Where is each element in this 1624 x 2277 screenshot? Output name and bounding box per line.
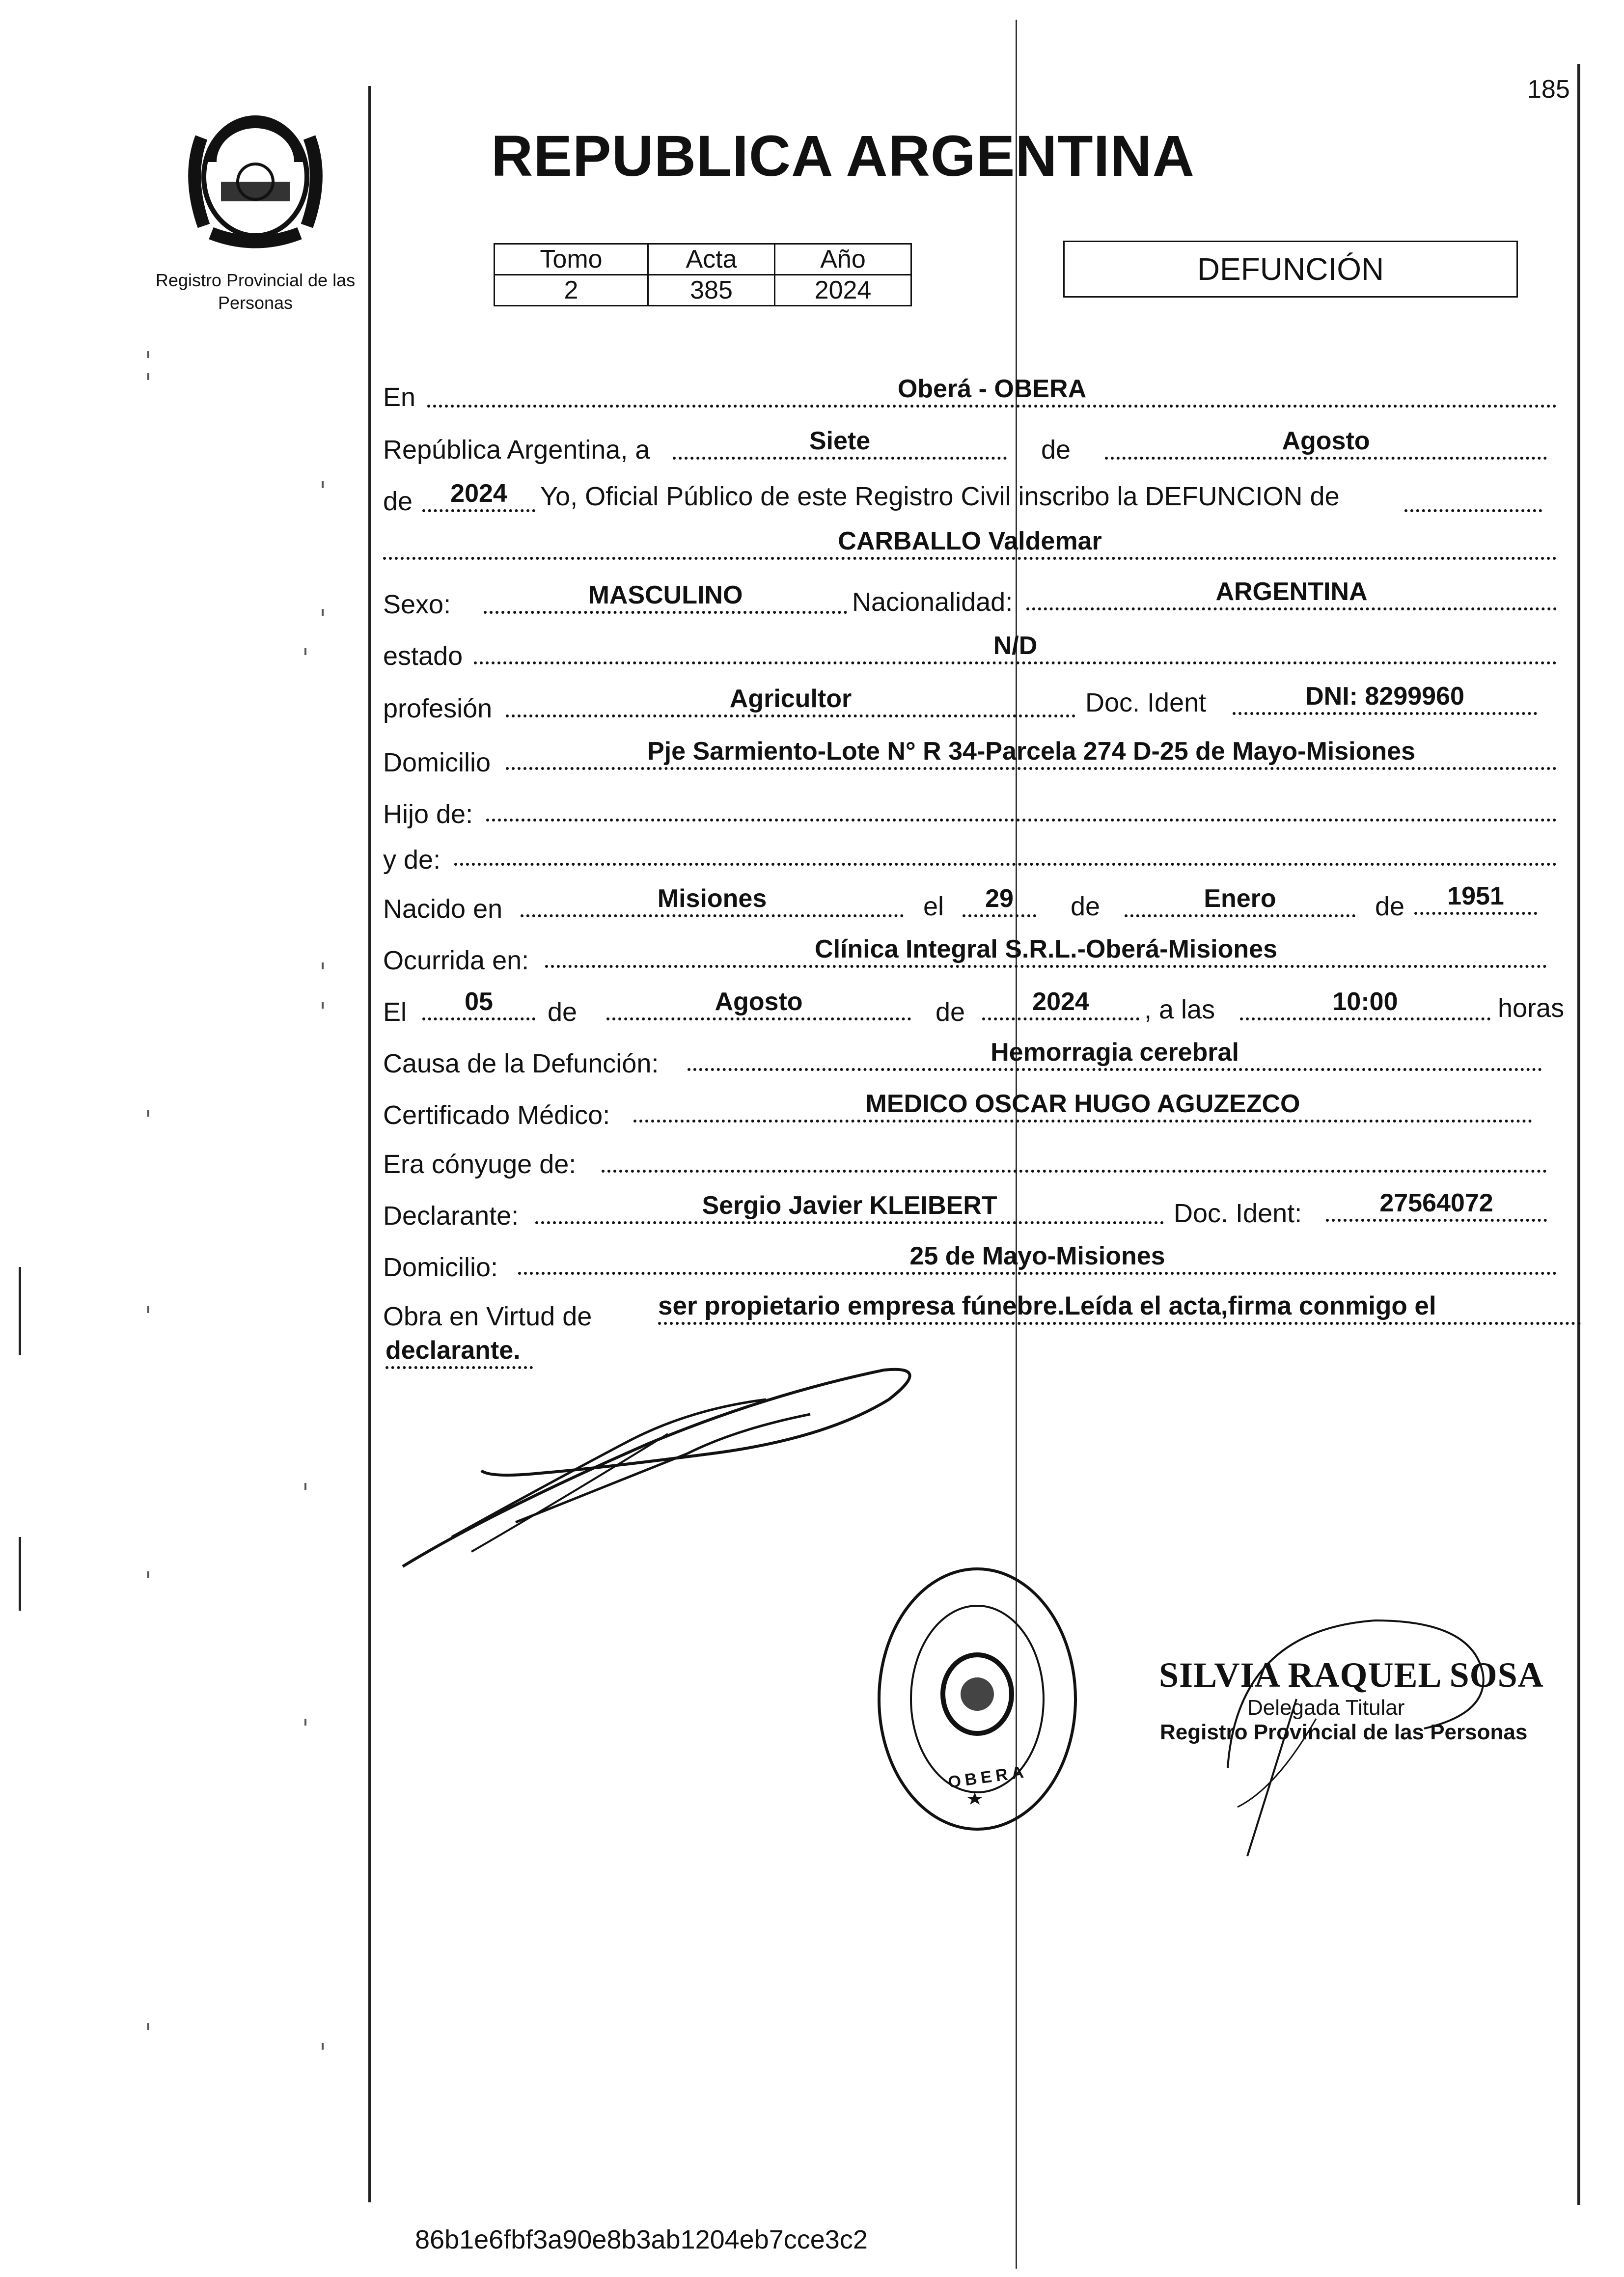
field-lugar: Oberá - OBERA [427,374,1557,408]
record-type: DEFUNCIÓN [1063,241,1518,298]
seal-city: OBERA [947,1762,1029,1792]
label-nacido-en: Nacido en [383,894,503,924]
label-obra: Obra en Virtud de [383,1302,592,1331]
label-en: En [383,383,416,412]
label-republica: República Argentina, a [383,435,650,465]
field-nacionalidad: ARGENTINA [1026,577,1557,610]
scan-speck [147,1306,149,1313]
scan-speck [322,481,324,488]
scan-speck [322,609,324,616]
official-block [1159,1655,1544,1745]
label-profesion: profesión [383,694,493,723]
label-domicilio: Domicilio [383,748,491,777]
label-conyuge: Era cónyuge de: [383,1150,577,1179]
official-seal [874,1562,1080,1837]
scan-speck [147,373,149,380]
field-doc-ident: DNI: 8299960 [1233,682,1537,715]
field-fallec-anio: 2024 [982,987,1139,1020]
field-domicilio: Pje Sarmiento-Lote N° R 34-Parcela 274 D-25 de Mayo-Misiones [506,737,1557,770]
official-seal-icon [874,1562,1080,1837]
label-domicilio2: Domicilio: [383,1253,498,1282]
edge-mark [19,1267,21,1355]
field-ocurrida-en: Clínica Integral S.R.L.-Oberá-Misiones [545,934,1547,968]
label-de-mes: de [548,997,578,1027]
label-de-anio-nac: de [1375,892,1405,921]
field-obra-2: declarante. [385,1336,533,1369]
scan-speck [322,2043,324,2050]
label-causa: Causa de la Defunción: [383,1049,659,1078]
coat-of-arms [182,103,329,260]
field-causa: Hemorragia cerebral [688,1038,1542,1071]
label-horas: horas [1498,993,1565,1023]
scan-speck [322,1002,324,1009]
field-declarante: Sergio Javier KLEIBERT [535,1191,1164,1224]
left-margin-line [368,86,371,2202]
value-tomo: 2 [495,275,648,306]
field-nombre: CARBALLO Valdemar [383,526,1557,560]
field-obra-1: ser propietario empresa fúnebre.Leída el acta,firma conmigo el [658,1291,1581,1325]
label-el: el [923,892,944,921]
declarant-signature [393,1355,933,1576]
field-mes: Agosto [1105,426,1547,460]
header-anio: Año [775,244,911,275]
label-ocurrida-en: Ocurrida en: [383,946,529,975]
field-fallec-hora: 10:00 [1240,987,1490,1020]
record-table [494,243,912,306]
field-anio: 2024 [422,479,535,512]
field-profesion: Agricultor [506,684,1075,717]
label-nacionalidad: Nacionalidad: [852,587,1013,617]
header-acta: Acta [648,244,775,275]
value-acta: 385 [648,275,775,306]
official-role: Delegada Titular [1247,1696,1405,1720]
label-de-mes-nac: de [1071,892,1101,921]
field-declarante-doc: 27564072 [1326,1188,1547,1222]
field-dia-letras: Siete [673,426,1007,460]
field-conyuge [602,1139,1547,1173]
label-doc-ident2: Doc. Ident: [1174,1199,1302,1228]
field-sexo: MASCULINO [484,580,847,614]
field-y-de [454,832,1557,866]
field-blank-1 [1404,479,1542,512]
label-sexo: Sexo: [383,590,451,619]
label-estado: estado [383,641,463,671]
edge-mark [19,1537,21,1611]
scan-speck [147,351,149,358]
field-nacido-mes: Enero [1125,884,1355,917]
label-de-anio2: de [936,997,965,1027]
label-el-cap: El [383,997,407,1027]
label-de: de [1041,435,1071,465]
scan-speck [322,962,324,969]
field-nacido-lugar: Misiones [521,884,904,917]
label-yo-oficial: Yo, Oficial Público de este Registro Civil inscribo la DEFUNCION de [540,482,1340,511]
scan-speck [147,1110,149,1117]
field-fallec-mes: Agosto [606,987,911,1020]
scan-speck [304,1483,306,1490]
document-title: REPUBLICA ARGENTINA [491,124,1195,189]
label-declarante: Declarante: [383,1201,519,1231]
field-fallec-dia: 05 [422,987,535,1020]
field-declarante-domicilio: 25 de Mayo-Misiones [518,1241,1557,1275]
field-certificado: MEDICO OSCAR HUGO AGUZEZCO [633,1089,1532,1123]
scan-speck [304,1719,306,1726]
official-name: SILVIA RAQUEL SOSA [1159,1655,1544,1695]
scan-speck [147,1571,149,1578]
right-margin-line [1577,64,1580,2205]
label-y-de: y de: [383,845,441,875]
page-number: 185 [1527,75,1570,104]
label-de-anio: de [383,487,413,516]
scan-speck [147,2023,149,2030]
document-hash: 86b1e6fbf3a90e8b3ab1204eb7cce3c2 [415,2225,868,2254]
label-hijo-de: Hijo de: [383,799,473,829]
field-estado: N/D [474,631,1557,664]
field-nacido-dia: 29 [963,884,1036,917]
value-anio: 2024 [775,275,911,306]
official-org: Registro Provincial de las Personas [1160,1720,1528,1744]
field-hijo-de [486,788,1557,822]
field-nacido-anio: 1951 [1414,881,1537,915]
scan-speck [304,648,306,655]
header-tomo: Tomo [495,244,648,275]
label-a-las: , a las [1144,995,1215,1024]
misiones-coat-of-arms-icon [182,103,329,260]
label-certificado: Certificado Médico: [383,1100,610,1130]
label-doc-ident: Doc. Ident [1085,688,1207,717]
registry-name: Registro Provincial de las Personas [155,270,356,313]
